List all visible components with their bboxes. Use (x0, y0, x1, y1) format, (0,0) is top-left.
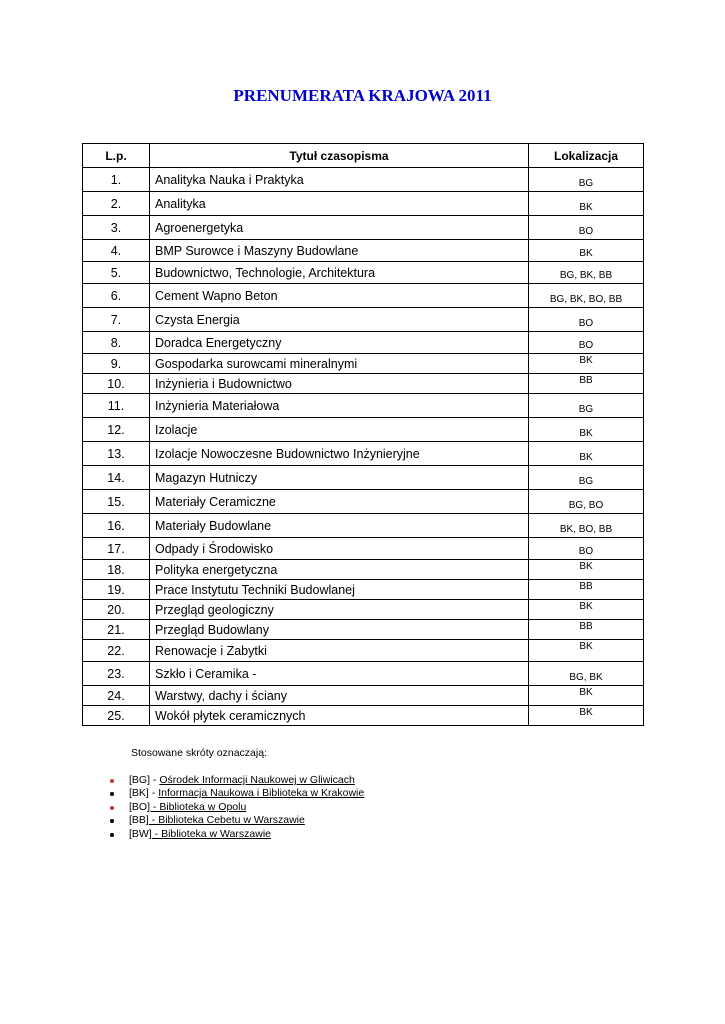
table-row (83, 466, 644, 490)
row-number: 19. (83, 580, 150, 600)
abbreviation-code: [BW (129, 827, 149, 840)
journal-title: Izolacje Nowoczesne Budownictwo Inżynieryjne (150, 442, 529, 466)
table-row (83, 640, 644, 662)
bullet-icon (110, 806, 114, 810)
row-number: 11. (83, 394, 150, 418)
journal-title: Materiały Ceramiczne (150, 490, 529, 514)
abbreviation-code: [BK] (129, 787, 149, 800)
abbreviation-separator: - (148, 814, 159, 827)
table-row (83, 216, 644, 240)
table-row (83, 662, 644, 686)
journal-location: BK (529, 418, 644, 442)
table-row (83, 394, 644, 418)
bullet-icon (110, 792, 114, 796)
row-number: 10. (83, 374, 150, 394)
journal-title: Przegląd Budowlany (150, 620, 529, 640)
abbreviation-item (110, 814, 364, 827)
journal-title: Warstwy, dachy i ściany (150, 686, 529, 706)
header-location: Lokalizacja (529, 144, 644, 168)
journal-location: BG (529, 394, 644, 418)
journal-location: BK (529, 640, 644, 662)
abbreviation-code: [BB] (129, 814, 149, 827)
abbreviation-code: [BO (129, 800, 148, 813)
abbreviation-link[interactable]: Informacja Naukowa i Biblioteka w Krakowie (158, 787, 365, 800)
abbreviation-link[interactable]: Biblioteka w Warszawie (161, 827, 271, 840)
journal-location: BG (529, 466, 644, 490)
journal-location: BB (529, 620, 644, 640)
table-row (83, 284, 644, 308)
journal-title: Odpady i Środowisko (150, 538, 529, 560)
journal-location: BK (529, 442, 644, 466)
abbreviation-item (110, 787, 364, 800)
row-number: 24. (83, 686, 150, 706)
journal-location: BG, BK, BB (529, 262, 644, 284)
header-number: L.p. (83, 144, 150, 168)
table-row (83, 686, 644, 706)
row-number: 22. (83, 640, 150, 662)
table-row (83, 240, 644, 262)
journal-title: Szkło i Ceramika - (150, 662, 529, 686)
journal-title: Doradca Energetyczny (150, 332, 529, 354)
table-row (83, 442, 644, 466)
table-row (83, 538, 644, 560)
journal-location: BG, BK, BO, BB (529, 284, 644, 308)
journal-location: BK, BO, BB (529, 514, 644, 538)
bullet-icon (110, 819, 114, 823)
row-number: 20. (83, 600, 150, 620)
journal-title: Analityka (150, 192, 529, 216)
journal-title: Gospodarka surowcami mineralnymi (150, 354, 529, 374)
journal-location: BK (529, 600, 644, 620)
abbreviation-link[interactable]: Biblioteka Cebetu w Warszawie (158, 814, 305, 827)
row-number: 12. (83, 418, 150, 442)
journal-title: Magazyn Hutniczy (150, 466, 529, 490)
abbreviation-item (110, 774, 364, 787)
journal-title: Inżynieria i Budownictwo (150, 374, 529, 394)
journal-title: Budownictwo, Technologie, Architektura (150, 262, 529, 284)
journal-title: Inżynieria Materiałowa (150, 394, 529, 418)
row-number: 1. (83, 168, 150, 192)
table-row (83, 620, 644, 640)
journals-table (82, 143, 644, 726)
row-number: 6. (83, 284, 150, 308)
table-row (83, 354, 644, 374)
row-number: 16. (83, 514, 150, 538)
row-number: 7. (83, 308, 150, 332)
journal-title: Przegląd geologiczny (150, 600, 529, 620)
bullet-icon (110, 833, 114, 837)
abbreviation-separator: ] - (147, 800, 160, 813)
journal-location: BG, BK (529, 662, 644, 686)
journal-location: BB (529, 580, 644, 600)
journal-location: BK (529, 560, 644, 580)
abbreviation-code: [BG] (129, 774, 151, 786)
page-title: PRENUMERATA KRAJOWA 2011 (233, 86, 492, 105)
table-row (83, 192, 644, 216)
bullet-icon (110, 779, 114, 783)
table-row (83, 560, 644, 580)
journal-location: BK (529, 686, 644, 706)
table-row (83, 418, 644, 442)
abbreviations-list (110, 774, 364, 841)
row-number: 3. (83, 216, 150, 240)
journal-location: BK (529, 240, 644, 262)
table-row (83, 514, 644, 538)
table-row (83, 332, 644, 354)
row-number: 5. (83, 262, 150, 284)
abbreviations-heading: Stosowane skróty oznaczają: (131, 747, 267, 759)
row-number: 21. (83, 620, 150, 640)
journal-location: BK (529, 192, 644, 216)
table-row (83, 374, 644, 394)
abbreviation-item (110, 828, 364, 841)
journal-location: BO (529, 308, 644, 332)
journal-title: Polityka energetyczna (150, 560, 529, 580)
journal-title: Analityka Nauka i Praktyka (150, 168, 529, 192)
row-number: 15. (83, 490, 150, 514)
row-number: 18. (83, 560, 150, 580)
row-number: 25. (83, 706, 150, 726)
row-number: 9. (83, 354, 150, 374)
abbreviation-link[interactable]: Biblioteka w Opolu (159, 800, 247, 813)
table-row (83, 168, 644, 192)
row-number: 17. (83, 538, 150, 560)
journal-title: Cement Wapno Beton (150, 284, 529, 308)
row-number: 14. (83, 466, 150, 490)
journal-location: BK (529, 706, 644, 726)
table-row (83, 600, 644, 620)
table-header-row (83, 144, 644, 168)
table-row (83, 262, 644, 284)
journal-location: BG (529, 168, 644, 192)
table-row (83, 706, 644, 726)
journal-location: BK (529, 354, 644, 374)
journal-location: BO (529, 332, 644, 354)
abbreviation-item (110, 801, 364, 814)
abbreviation-separator: - (148, 787, 159, 800)
journal-title: Czysta Energia (150, 308, 529, 332)
journal-title: Izolacje (150, 418, 529, 442)
journal-title: Wokół płytek ceramicznych (150, 706, 529, 726)
row-number: 8. (83, 332, 150, 354)
abbreviation-separator: ] - (148, 827, 162, 840)
journal-title: BMP Surowce i Maszyny Budowlane (150, 240, 529, 262)
row-number: 13. (83, 442, 150, 466)
journal-location: BO (529, 538, 644, 560)
journal-title: Agroenergetyka (150, 216, 529, 240)
journal-location: BG, BO (529, 490, 644, 514)
header-title: Tytuł czasopisma (150, 144, 529, 168)
table-body (83, 168, 644, 726)
table-row (83, 308, 644, 332)
row-number: 23. (83, 662, 150, 686)
journal-title: Prace Instytutu Techniki Budowlanej (150, 580, 529, 600)
row-number: 4. (83, 240, 150, 262)
table-row (83, 580, 644, 600)
table-row (83, 490, 644, 514)
journal-location: BO (529, 216, 644, 240)
abbreviation-link[interactable]: Ośrodek Informacji Naukowej w Gliwicach (159, 774, 355, 786)
journal-title: Materiały Budowlane (150, 514, 529, 538)
journal-title: Renowacje i Zabytki (150, 640, 529, 662)
row-number: 2. (83, 192, 150, 216)
journal-location: BB (529, 374, 644, 394)
abbreviation-separator: - (150, 774, 160, 786)
